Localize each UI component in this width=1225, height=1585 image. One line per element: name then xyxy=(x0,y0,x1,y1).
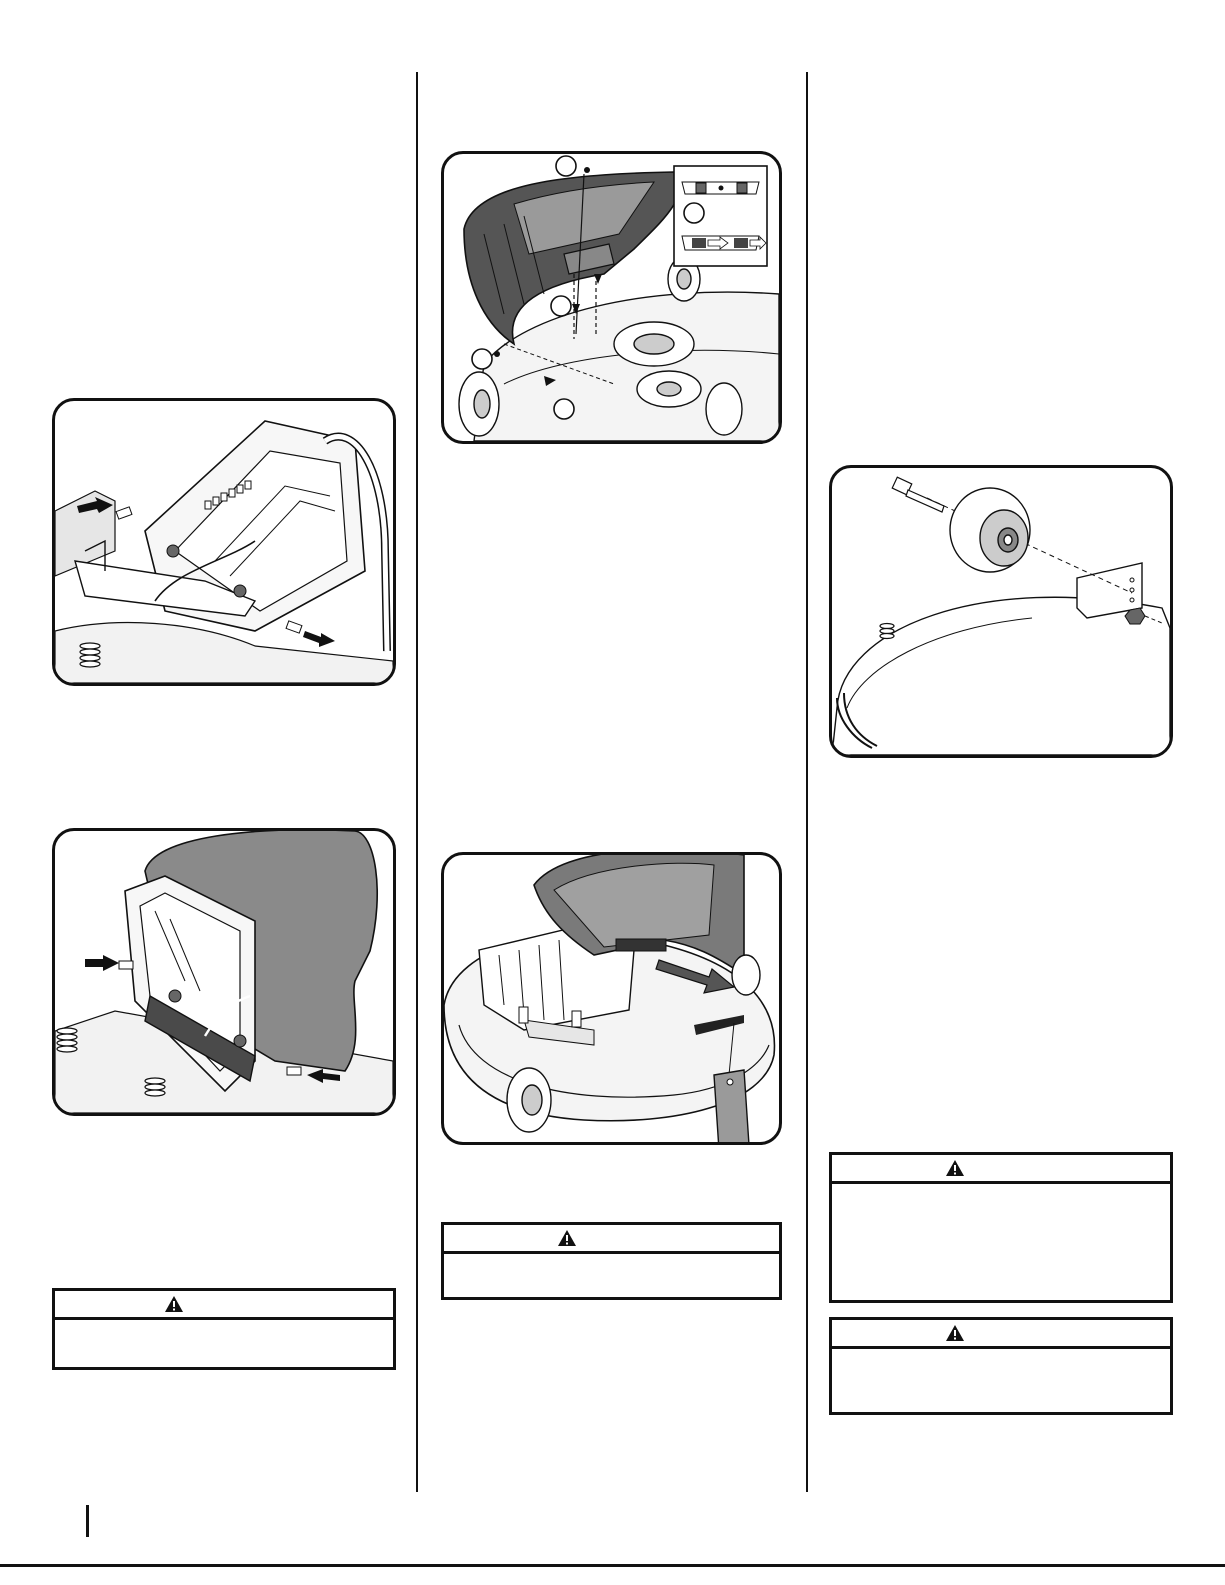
seat-bracket-installation-illustration xyxy=(55,831,393,1113)
figure-mulch-plug-removal xyxy=(441,852,782,1145)
callout-circle-inset xyxy=(684,203,704,223)
deck-wheel-installation-illustration xyxy=(832,468,1170,755)
warning-triangle-icon xyxy=(945,1159,965,1177)
footer-rule xyxy=(0,1564,1225,1567)
column-divider-left xyxy=(416,72,418,1492)
page-number-bar xyxy=(86,1505,89,1537)
column-divider-right xyxy=(806,72,808,1492)
warning-box-column-3-bottom xyxy=(829,1317,1173,1415)
figure-deck-wheel-installation xyxy=(829,465,1173,758)
warning-header xyxy=(832,1155,1170,1184)
warning-triangle-icon xyxy=(945,1324,965,1342)
figure-rear-shield-installation xyxy=(441,151,782,444)
figure-seat-bracket-removal xyxy=(52,398,396,686)
warning-header xyxy=(55,1291,393,1320)
warning-box-column-3-top xyxy=(829,1152,1173,1303)
warning-triangle-icon xyxy=(164,1295,184,1313)
tag-icon xyxy=(714,1070,749,1142)
warning-box-column-2 xyxy=(441,1222,782,1300)
seat-bracket-removal-illustration xyxy=(55,401,393,683)
rear-shield-installation-illustration xyxy=(444,154,779,441)
warning-header xyxy=(444,1225,779,1254)
warning-header xyxy=(832,1320,1170,1349)
wheel-icon xyxy=(950,488,1030,572)
bracket-alignment-inset xyxy=(674,166,767,266)
warning-triangle-icon xyxy=(557,1229,577,1247)
figure-seat-bracket-installation xyxy=(52,828,396,1116)
callout-circle-b xyxy=(551,296,571,316)
warning-box-column-1 xyxy=(52,1288,396,1370)
callout-circle-c xyxy=(472,349,492,369)
bolt-icon xyxy=(892,477,944,512)
callout-circle-a xyxy=(556,156,576,176)
callout-circle-d xyxy=(554,399,574,419)
mulch-plug-removal-illustration xyxy=(444,855,779,1142)
